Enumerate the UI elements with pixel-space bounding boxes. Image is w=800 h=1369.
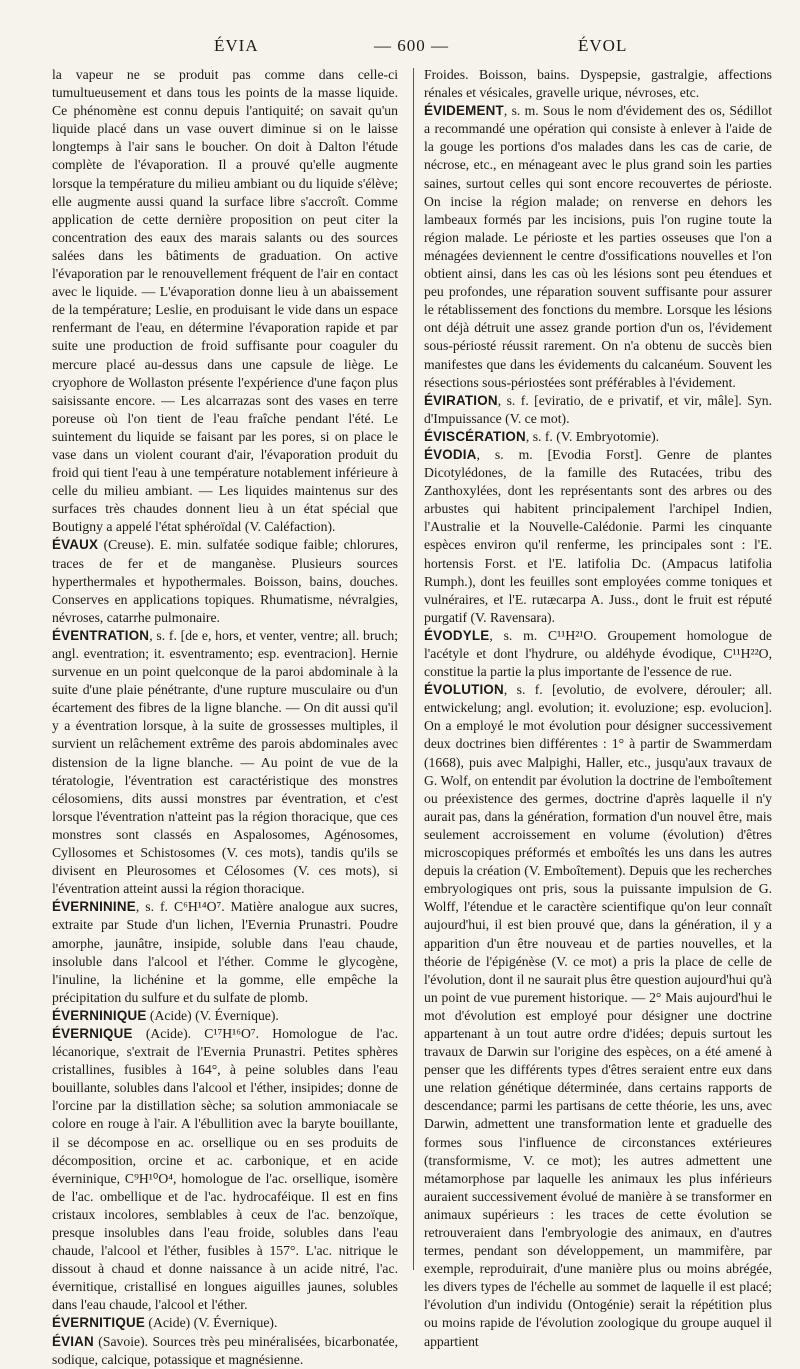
dictionary-entry bbox=[52, 1025, 398, 1315]
entry-text: , s. m. C¹¹H²¹O. Groupement homologue de l'acétyle et dont l'hydrure, ou aldéhyde évodique, C¹¹H²²O, constitue la partie la plus importante de l'essence de rue. bbox=[424, 627, 772, 680]
entry-headword: ÉVODIA bbox=[424, 446, 477, 462]
entry-text: (Acide) (V. Évernique). bbox=[146, 1007, 279, 1023]
entry-headword: ÉVOLUTION bbox=[424, 682, 504, 698]
entry-text: (Acide) (V. Évernique). bbox=[144, 1315, 278, 1331]
entry-text: , s. f. [de e, hors, et venter, ventre; all. bruch; angl. eventration; it. esventramento; esp. eventracion]. Hernie survenue en un point quelconque de la paroi abdominale à la suite d'une plaie pénétrante, d'une rupture musculaire ou d'un écartement des fibres de la ligne blanche. — On dit aussi qu'il y a éventration lorsque, à la suite de grossesses multiples, il survient un relâchement extrême des parois abdominales avec distension de la ligne blanche. — Au point de vue de la tératologie, l'éventration est caractéristique des monstres célosomiens, dits aussi monstres par éventration, et c'est lorsque l'éventration n'atteint pas la région thoracique, que ces monstres sont classés en Aspalosomes, Agénosomes, Cyllosomes et Schistosomes (V. ces mots), tandis qu'ils se divisent en Pleurosomes et Célosomes (V. ces mots), si l'éventration atteint aussi la région thoracique. bbox=[52, 627, 398, 897]
entry-headword: ÉVAUX bbox=[52, 537, 99, 553]
entry-headword: ÉVISCÉRATION bbox=[424, 428, 526, 444]
entry-headword: ÉVENTRATION bbox=[52, 627, 150, 643]
dictionary-entry bbox=[52, 1007, 398, 1025]
dictionary-entry bbox=[424, 66, 772, 102]
dictionary-entry bbox=[52, 1333, 398, 1369]
entry-headword: ÉVIDEMENT bbox=[424, 103, 504, 119]
entry-headword: ÉVIAN bbox=[52, 1333, 94, 1349]
header-left-word: ÉVIA bbox=[214, 36, 259, 55]
entry-headword: ÉVERNINIQUE bbox=[52, 1007, 147, 1023]
entry-text: Froides. Boisson, bains. Dyspepsie, gastralgie, affections rénales et vésicales, gravelle urique, névroses, etc. bbox=[424, 67, 772, 101]
entry-text: , s. f. [evolutio, de evolvere, dérouler; all. entwickelung; angl. evolution; it. evoluzione; esp. evolucion]. On a employé le mot évolution pour désigner successivement deux doctrines bien différentes : 1° à partir de Swammerdam (1668), puis avec Malpighi, Haller, etc., jusqu'aux travaux de G. Wolf, on entendit par évolution la doctrine de l'emboîtement ou préexistence des germes, doctrine d'après laquelle il n'y aurait pas, dans la génération, formation d'un nouvel être, mais seulement accroissement en volume (évolution) d'êtres microscopiques préformés et emboîtés les uns dans les autres depuis la création (V. Emboîtement). Depuis que les recherches embryologiques ont pris, sous la puissante impulsion de G. Wolff, l'étendue et le caractère scientifique qu'on leur connaît aujourd'hui, il est bien prouvé que, dans la génération, il y a apparition d'un être nouveau et de parties nouvelles, et la théorie de l'épigénèse (V. ce mot) a pris la place de celle de l'évolution, dont il ne saurait plus être question aujourd'hui qu'à un point de vue purement historique. — 2° Mais aujourd'hui le mot d'évolution est employé pour désigner une doctrine appartenant à un tout autre ordre d'idées; depuis surtout les travaux de Darwin sur l'origine des espèces, on a été amené à penser que les différents types d'êtres seraient entre eux dans une relation génétique déterminée, dans certains rapports de descendance; parmi les partisans de cette théorie, les uns, avec Darwin, admettent une transformation lente et graduelle des formes sous l'influence de circonstances extérieures (transformisme, V. ce mot); les autres admettent une métamorphose par laquelle les animaux les plus inférieurs auraient successivement évolué de manière à se transformer en animaux supérieurs : les traces de cette évolution se retrouveraient dans l'embryologie des animaux, en d'autres termes, pendant son développement, un mammifère, par exemple, reproduirait, d'une manière plus ou moins abrégée, les divers types de l'échelle au sommet de laquelle il est placé; l'évolution d'un individu (Ontogénie) serait la répétition plus ou moins rapide de l'évolution zoologique du groupe auquel il appartient bbox=[424, 682, 772, 1349]
header-right-word: ÉVOL bbox=[578, 36, 628, 55]
entry-text: (Savoie). Sources très peu minéralisées, bicarbonatée, sodique, calcique, potassique et magnésienne. bbox=[52, 1333, 398, 1367]
dictionary-entry bbox=[52, 1314, 398, 1332]
entry-text: (Acide). C¹⁷H¹⁶O⁷. Homologue de l'ac. lécanorique, s'extrait de l'Evernia Prunastri. Petites sphères cristallines, fusibles à 164°, à peine solubles dans l'eau bouillante, solubles dans l'alcool et l'éther, insipides; donne de l'orcine par la distillation sèche; sa solution ammoniacale se colore en rouge à l'air. A l'ébullition avec la baryte bouillante, il se décompose en ac. orsellique ou en ses produits de décomposition, orcine et ac. carbonique, et en acide éverninique, C⁹H¹⁰O⁴, homologue de l'ac. orsellique, isomère de l'ac. ombellique et de l'ac. hydrocaféique. Il est en fins cristaux incolores, semblables à ceux de l'ac. benzoïque, presque insolubles dans l'eau froide, solubles dans l'eau chaude, l'alcool et l'éther, fusibles à 157°. L'ac. nitrique le dissout à chaud et donne naissance à un acide nitré, l'ac. évernitique, cristallisé en longues aiguilles jaunes, solubles dans l'eau chaude, l'alcool et l'éther. bbox=[52, 1025, 398, 1313]
entry-text: (Creuse). E. min. sulfatée sodique faible; chlorures, traces de fer et de manganèse. Plusieurs sources hyperthermales et hypothermales. Boisson, bains, douches. Conserves en applications topiques. Rhumatisme, névralgies, névroses, catarrhe pulmonaire. bbox=[52, 537, 398, 625]
entry-headword: ÉVERNITIQUE bbox=[52, 1315, 145, 1331]
dictionary-entry bbox=[424, 627, 772, 681]
entry-text: , s. m. [Evodia Forst]. Genre de plantes Dicotylédones, de la famille des Rutacées, tribu des Zanthoxylées, dont les représentants sont des arbres ou des arbustes qui habitent principalement l'archipel Indien, l'Australie et la Nouvelle-Calédonie. Parmi les cinquante espèces environ qu'il renferme, les principales sont : l'E. hortensis Forst. et l'E. latifolia Dc. (Ampacus latifolia Rumph.), dont les feuilles sont employées comme toniques et vulnéraires, et l'E. rutæcarpa A. Juss., dont le fruit est réputé purgatif (V. Ravensara). bbox=[424, 446, 772, 625]
dictionary-entry bbox=[52, 627, 398, 898]
page-number: — 600 — bbox=[374, 36, 449, 55]
column-divider bbox=[413, 68, 414, 1270]
entry-headword: ÉVODYLE bbox=[424, 627, 490, 643]
entry-text: , s. m. Sous le nom d'évidement des os, Sédillot a recommandé une opération qui consiste à enlever à l'aide de la gouge les portions d'os malades dans les cas de carie, de nécrose, etc., en ménageant avec le plus grand soin les parties saines, surtout celles qui sont encore recouvertes de périoste. On incise la région malade; on renverse en dehors les lambeaux formés par les incisions, puis l'on rugine toute la région malade. Le périoste et les parties osseuses que l'on a ménagées deviennent le centre d'ossifications nouvelles et l'on obtient ainsi, dans les cas où les lésions sont peu étendues et peu profondes, une réparation souvent suffisante pour assurer le rétablissement des fonctions du membre. Lorsque les lésions ont déjà détruit une assez grande portion d'un os, l'évidement sous-périosté réussit rarement. On n'a obtenu de succès bien manifestes que dans les évidements du calcanéum. Souvent les résections sous-périostées sont préférables à l'évidement. bbox=[424, 103, 772, 390]
right-column bbox=[424, 66, 772, 1349]
entry-text: , s. f. [eviratio, de e privatif, et vir, mâle]. Syn. d'Impuissance (V. ce mot). bbox=[424, 392, 772, 426]
dictionary-entry bbox=[52, 898, 398, 1007]
dictionary-entry bbox=[424, 428, 772, 446]
dictionary-entry bbox=[424, 446, 772, 627]
dictionary-entry bbox=[52, 536, 398, 626]
entry-headword: ÉVERNININE bbox=[52, 899, 136, 915]
dictionary-entry bbox=[52, 66, 398, 536]
entry-headword: ÉVIRATION bbox=[424, 392, 498, 408]
entry-headword: ÉVERNIQUE bbox=[52, 1025, 133, 1041]
dictionary-entry bbox=[424, 392, 772, 428]
dictionary-entry bbox=[424, 681, 772, 1350]
entry-text: , s. f. C⁶H¹⁴O⁷. Matière analogue aux sucres, extraite par Stude d'un lichen, l'Evernia Prunastri. Poudre amorphe, jaunâtre, insipide, soluble dans l'eau chaude, insoluble dans l'alcool et l'éther. Comme le glycogène, l'inuline, la lichénine et la gomme, elle empêche la précipitation du sulfure et du sulfate de plomb. bbox=[52, 899, 398, 1005]
entry-text: la vapeur ne se produit pas comme dans celle-ci tumultueusement et dans tous les points de la masse liquide. Ce phénomène est connu depuis l'antiquité; on savait qu'un liquide placé dans un vase ouvert diminue si on le laisse longtemps à l'air sans le boucher. On doit à Dalton l'étude complète de l'évaporation. Il a prouvé qu'elle augmente lorsque la température du milieu ambiant ou du liquide s'élève; elle augmente aussi quand la surface libre s'accroît. Comme application de cette dernière proposition on peut citer la concentration des eaux des marais salants ou des sources salées dans les bâtiments de graduation. On active l'évaporation par le renouvellement fréquent de l'air en contact avec le liquide. — L'évaporation donne lieu à un abaissement de la température; Leslie, en produisant le vide dans un espace renfermant de l'eau, en détermine l'évaporation rapide et par suite une production de froid suffisante pour coaguler du mercure placé au-dessus dans une capsule de liège. Le cryophore de Wollaston présente l'expérience d'une façon plus saisissante encore. — Les alcarrazas sont des vases en terre poreuse où l'on tient de l'eau fraîche pendant l'été. Le suintement du liquide se faisant par les pores, si on place le vase dans un violent courant d'air, l'évaporation produit du froid qui tient l'eau à une température notablement inférieure à celle du milieu ambiant. — Les liquides maintenus sur des surfaces très chaudes donnent lieu à un état spécial que Boutigny a appelé l'état sphéroïdal (V. Caléfaction). bbox=[52, 67, 398, 535]
entry-text: , s. f. (V. Embryotomie). bbox=[525, 428, 660, 444]
running-header bbox=[0, 30, 800, 60]
left-column bbox=[52, 66, 398, 1367]
dictionary-entry bbox=[424, 102, 772, 392]
